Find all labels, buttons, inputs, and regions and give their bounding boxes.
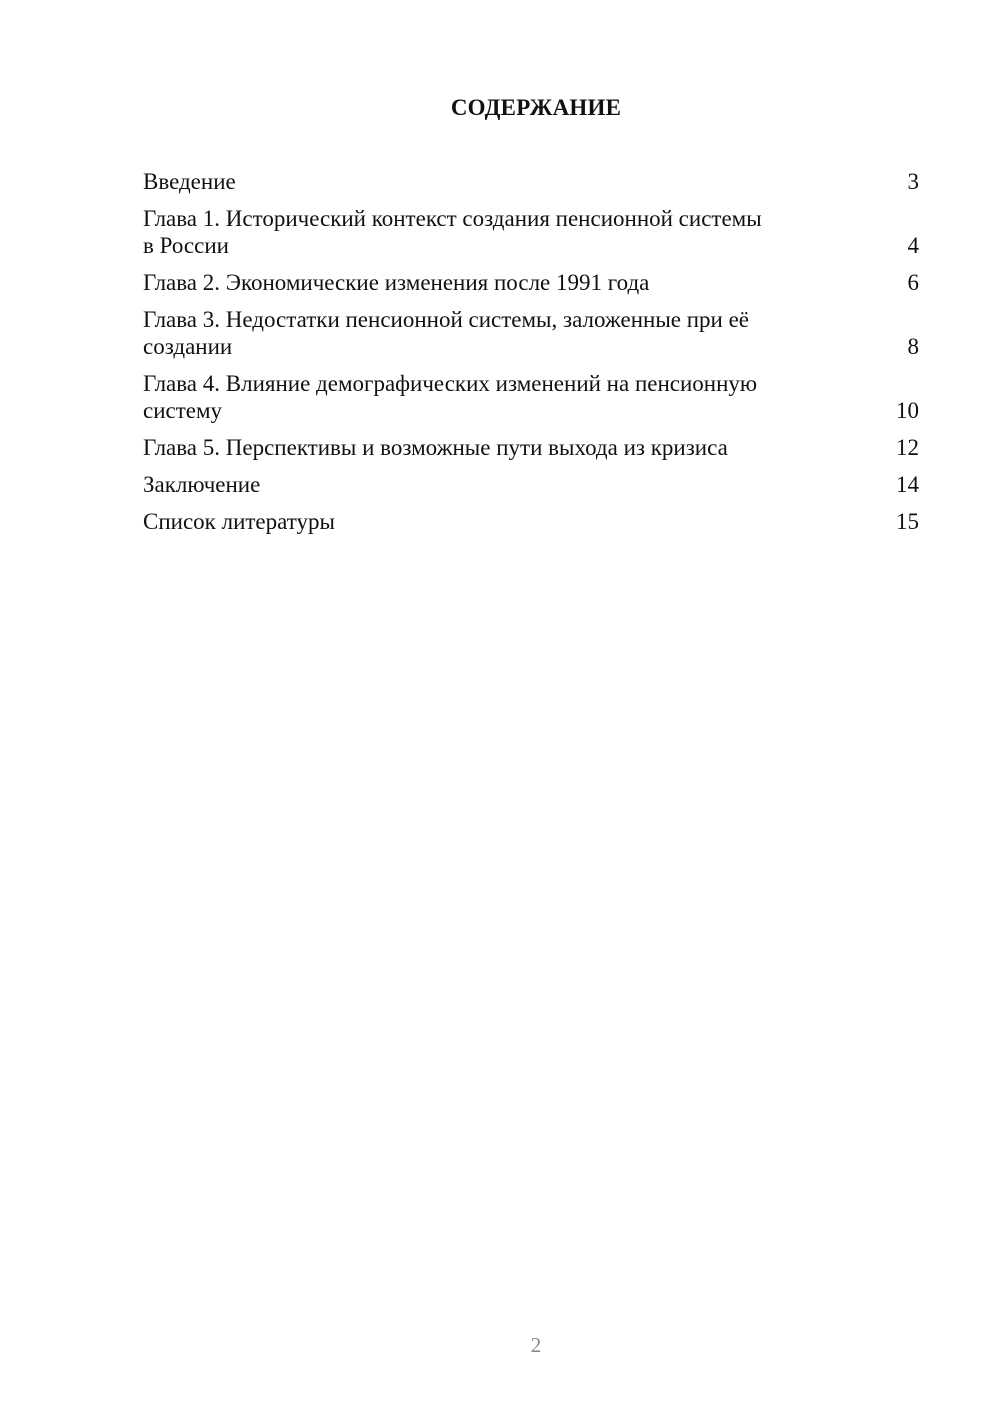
toc-title: СОДЕРЖАНИЕ	[450, 95, 622, 120]
toc-list	[143, 168, 919, 545]
toc-entry-chapter-2	[143, 269, 919, 296]
toc-entry-page: 15	[896, 509, 919, 534]
toc-entry-page: 3	[907, 169, 919, 194]
toc-entry-label: Глава 4. Влияние демографических изменений на пенсионную систему	[143, 371, 758, 423]
toc-entry-label: Список литературы	[143, 509, 335, 534]
toc-entry-page: 8	[907, 334, 919, 359]
toc-entry-chapter-5	[143, 434, 919, 461]
toc-entry-page: 6	[907, 270, 919, 295]
toc-entry-label: Глава 3. Недостатки пенсионной системы, заложенные при её создании	[143, 307, 750, 359]
toc-entry-chapter-3	[143, 306, 919, 360]
toc-entry-introduction	[143, 168, 919, 195]
toc-entry-label: Глава 1. Исторический контекст создания пенсионной системы в России	[143, 206, 762, 258]
toc-entry-page: 12	[896, 435, 919, 460]
toc-entry-conclusion	[143, 471, 919, 498]
toc-entry-page: 4	[907, 233, 919, 258]
toc-entry-label: Введение	[143, 169, 236, 194]
toc-entry-chapter-4	[143, 370, 919, 424]
page-number: 2	[530, 1333, 542, 1357]
toc-entry-page: 14	[896, 472, 919, 497]
toc-entry-label: Заключение	[143, 472, 261, 497]
toc-entry-label: Глава 5. Перспективы и возможные пути выхода из кризиса	[143, 435, 728, 460]
toc-entry-references	[143, 508, 919, 535]
toc-entry-page: 10	[896, 398, 919, 423]
toc-entry-chapter-1	[143, 205, 919, 259]
toc-entry-label: Глава 2. Экономические изменения после 1991 года	[143, 270, 650, 295]
